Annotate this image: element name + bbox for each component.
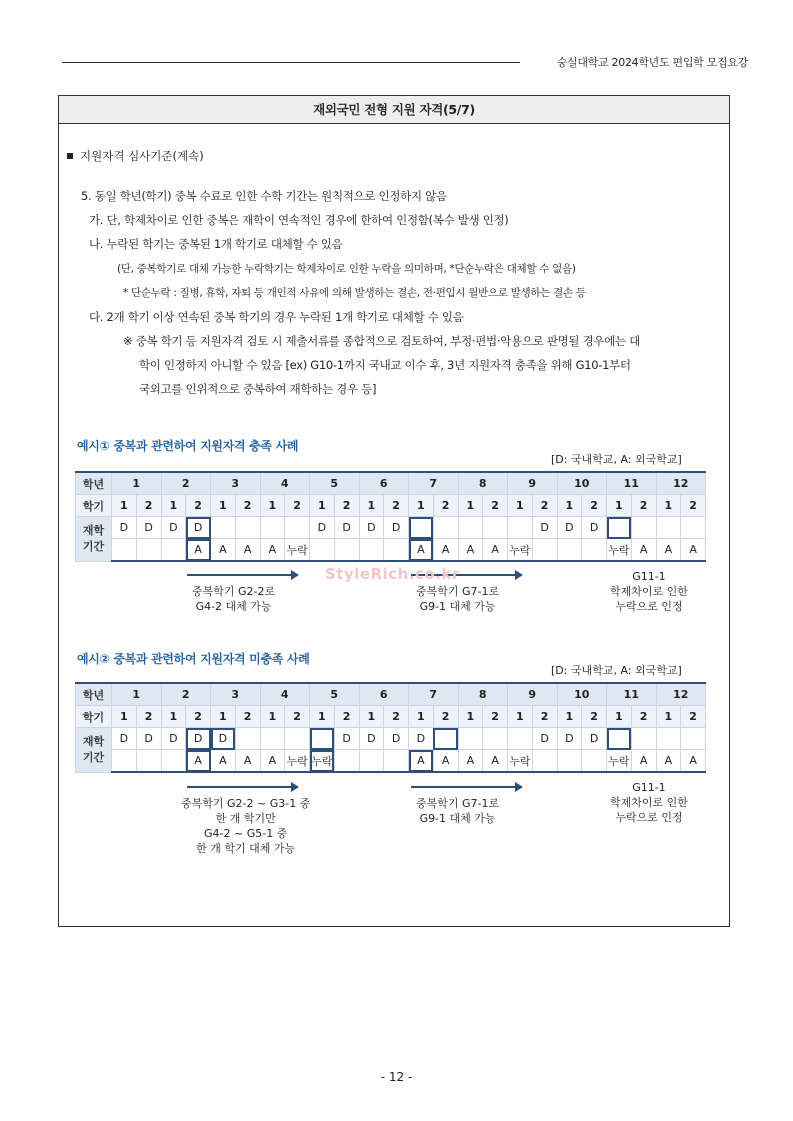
foreign-cell: 누락 (310, 750, 335, 773)
semester-cell: 2 (582, 495, 607, 517)
box-title: 재외국민 전형 지원 자격(5/7) (59, 96, 729, 124)
semester-cell: 1 (260, 706, 285, 728)
semester-cell: 1 (310, 706, 335, 728)
grade-row (76, 472, 706, 495)
foreign-cell: A (631, 750, 656, 773)
domestic-cell: D (136, 728, 161, 750)
foreign-cell: A (681, 539, 706, 562)
foreign-cell: A (235, 539, 260, 562)
grade-cell: 6 (359, 683, 409, 706)
domestic-cell (211, 517, 236, 539)
foreign-cell (384, 750, 409, 773)
period-label-line-2: 기간 (82, 750, 105, 764)
foreign-cell: A (681, 750, 706, 773)
foreign-cell (532, 750, 557, 773)
grade-cell: 9 (508, 472, 558, 495)
semester-row (76, 495, 706, 517)
grade-label: 학년 (76, 472, 112, 495)
semester-cell: 2 (532, 706, 557, 728)
semester-cell: 1 (359, 706, 384, 728)
foreign-cell: A (433, 539, 458, 562)
semester-cell: 2 (186, 495, 211, 517)
example1-title: 예시① 중복과 관련하여 지원자격 충족 사례 (77, 439, 299, 453)
page-number: - 12 - (380, 1070, 413, 1084)
foreign-cell: 누락 (508, 539, 533, 562)
foreign-cell: A (186, 750, 211, 773)
foreign-cell (161, 539, 186, 562)
rule-5-remark-1: ※ 중복 학기 등 지원자격 검토 시 제출서류를 종합적으로 검토하여, 부정·편법·악용으로 판명될 경우에는 대 (123, 334, 640, 348)
grade-cell: 12 (656, 683, 706, 706)
domestic-cell (631, 517, 656, 539)
domestic-cell (285, 517, 310, 539)
domestic-cell: D (557, 728, 582, 750)
semester-label: 학기 (76, 495, 112, 517)
domestic-cell (681, 517, 706, 539)
example2-note-3: G11-1 학제차이로 인한 누락으로 인정 (610, 781, 688, 824)
domestic-cell (458, 517, 483, 539)
semester-cell: 1 (458, 706, 483, 728)
domestic-cell (409, 517, 434, 539)
domestic-cell (285, 728, 310, 750)
example1-note-2: 중복학기 G7-1로 G9-1 대체 가능 (416, 585, 500, 613)
domestic-cell (310, 728, 335, 750)
semester-cell: 1 (656, 706, 681, 728)
domestic-cell (483, 517, 508, 539)
semester-cell: 2 (384, 495, 409, 517)
domestic-cell: D (532, 728, 557, 750)
semester-cell: 2 (334, 495, 359, 517)
foreign-cell (557, 539, 582, 562)
foreign-cell: 누락 (285, 539, 310, 562)
grade-cell: 5 (310, 472, 360, 495)
semester-cell: 1 (656, 495, 681, 517)
example2-arrow-2 (411, 786, 521, 788)
domestic-cell: D (136, 517, 161, 539)
domestic-cell: D (211, 728, 236, 750)
header-rule (62, 62, 520, 63)
semester-cell: 1 (508, 495, 533, 517)
grade-cell: 2 (161, 683, 211, 706)
period-label (76, 517, 112, 562)
foreign-cell: A (211, 750, 236, 773)
grade-cell: 9 (508, 683, 558, 706)
foreign-cell (582, 750, 607, 773)
foreign-cell (557, 750, 582, 773)
foreign-cell (136, 750, 161, 773)
grade-cell: 11 (607, 683, 657, 706)
semester-cell: 2 (681, 495, 706, 517)
rule-5-da: 다. 2개 학기 이상 연속된 중복 학기의 경우 누락된 1개 학기로 대체할 수 있음 (89, 310, 464, 324)
foreign-cell (582, 539, 607, 562)
domestic-cell (681, 728, 706, 750)
domestic-cell (508, 728, 533, 750)
section-heading: 지원자격 심사기준(계속) (67, 148, 204, 164)
semester-cell: 1 (112, 495, 137, 517)
foreign-row (76, 750, 706, 773)
domestic-cell: D (334, 517, 359, 539)
grade-cell: 10 (557, 683, 607, 706)
foreign-cell (112, 750, 137, 773)
domestic-cell: D (334, 728, 359, 750)
semester-row (76, 706, 706, 728)
semester-cell: 1 (161, 495, 186, 517)
foreign-cell: A (458, 750, 483, 773)
foreign-cell (136, 539, 161, 562)
semester-cell: 2 (483, 706, 508, 728)
example2-arrow-1 (187, 786, 297, 788)
content-box (58, 95, 730, 927)
foreign-cell (161, 750, 186, 773)
grade-cell: 3 (211, 683, 261, 706)
domestic-cell: D (582, 728, 607, 750)
example1-legend: [D: 국내학교, A: 외국학교] (551, 453, 682, 466)
domestic-cell: D (384, 728, 409, 750)
domestic-cell (458, 728, 483, 750)
semester-cell: 1 (260, 495, 285, 517)
grade-label: 학년 (76, 683, 112, 706)
semester-cell: 2 (631, 706, 656, 728)
semester-cell: 2 (235, 706, 260, 728)
domestic-row (76, 517, 706, 539)
semester-cell: 1 (409, 495, 434, 517)
grade-row (76, 683, 706, 706)
semester-cell: 2 (582, 706, 607, 728)
grade-cell: 8 (458, 472, 508, 495)
foreign-cell: 누락 (607, 539, 632, 562)
domestic-cell: D (532, 517, 557, 539)
domestic-cell: D (359, 728, 384, 750)
watermark: StyleRich.co.kr (325, 565, 460, 583)
semester-cell: 1 (508, 706, 533, 728)
grade-cell: 4 (260, 683, 310, 706)
semester-cell: 1 (607, 706, 632, 728)
example2-legend: [D: 국내학교, A: 외국학교] (551, 664, 682, 677)
semester-cell: 2 (532, 495, 557, 517)
grade-cell: 8 (458, 683, 508, 706)
foreign-cell: A (260, 539, 285, 562)
domestic-cell: D (310, 517, 335, 539)
foreign-cell: A (409, 539, 434, 562)
semester-label: 학기 (76, 706, 112, 728)
period-label-line-2: 기간 (82, 539, 105, 553)
domestic-cell (260, 517, 285, 539)
semester-cell: 2 (384, 706, 409, 728)
domestic-cell (607, 517, 632, 539)
example2-note-1: 중복학기 G2-2 ~ G3-1 중 한 개 학기만 G4-2 ~ G5-1 중 한 개 학기 대체 가능 (181, 797, 311, 855)
rule-5: 5. 동일 학년(학기) 중복 수료로 인한 수학 기간는 원칙적으로 인정하지 않음 (81, 189, 447, 203)
grade-cell: 4 (260, 472, 310, 495)
grade-cell: 1 (112, 683, 162, 706)
grade-cell: 3 (211, 472, 261, 495)
period-label-line-1: 재학 (82, 734, 105, 748)
foreign-cell: A (409, 750, 434, 773)
domestic-row (76, 728, 706, 750)
foreign-cell: A (483, 539, 508, 562)
semester-cell: 1 (211, 706, 236, 728)
semester-cell: 1 (161, 706, 186, 728)
foreign-cell: A (656, 539, 681, 562)
domestic-cell (235, 517, 260, 539)
foreign-cell: A (458, 539, 483, 562)
foreign-cell: A (235, 750, 260, 773)
semester-cell: 1 (458, 495, 483, 517)
example2-table (75, 682, 706, 773)
semester-cell: 2 (483, 495, 508, 517)
foreign-cell: 누락 (508, 750, 533, 773)
domestic-cell: D (161, 517, 186, 539)
foreign-cell: A (656, 750, 681, 773)
semester-cell: 2 (136, 495, 161, 517)
domestic-cell (483, 728, 508, 750)
foreign-cell (384, 539, 409, 562)
semester-cell: 1 (607, 495, 632, 517)
domestic-cell (607, 728, 632, 750)
semester-cell: 2 (285, 706, 310, 728)
semester-cell: 1 (409, 706, 434, 728)
domestic-cell (260, 728, 285, 750)
domestic-cell: D (112, 728, 137, 750)
rule-5-na: 나. 누락된 학기는 중복된 1개 학기로 대체할 수 있음 (89, 237, 343, 251)
domestic-cell: D (384, 517, 409, 539)
semester-cell: 1 (211, 495, 236, 517)
semester-cell: 2 (136, 706, 161, 728)
foreign-cell (310, 539, 335, 562)
domestic-cell: D (359, 517, 384, 539)
grade-cell: 10 (557, 472, 607, 495)
grade-cell: 2 (161, 472, 211, 495)
period-label (76, 728, 112, 773)
domestic-cell (656, 728, 681, 750)
foreign-cell (359, 539, 384, 562)
semester-cell: 2 (285, 495, 310, 517)
grade-cell: 12 (656, 472, 706, 495)
example1-note-1: 중복학기 G2-2로 G4-2 대체 가능 (192, 585, 276, 613)
example2-note-2: 중복학기 G7-1로 G9-1 대체 가능 (416, 797, 500, 825)
rule-5-na-footnote: * 단순누락 : 질병, 휴학, 자퇴 등 개인적 사유에 의해 발생하는 결손, 전·편입시 월반으로 발생하는 결손 등 (123, 287, 586, 299)
foreign-cell: 누락 (285, 750, 310, 773)
semester-cell: 1 (112, 706, 137, 728)
domestic-cell (631, 728, 656, 750)
foreign-cell: A (433, 750, 458, 773)
domestic-cell: D (186, 728, 211, 750)
grade-cell: 7 (409, 472, 459, 495)
domestic-cell (235, 728, 260, 750)
grade-cell: 5 (310, 683, 360, 706)
domestic-cell (433, 728, 458, 750)
rule-5-na-note: (단, 중복학기로 대체 가능한 누락학기는 학제차이로 인한 누락을 의미하며, *단순누락은 대체할 수 없음) (117, 263, 576, 275)
domestic-cell: D (409, 728, 434, 750)
rule-5-remark-3: 국외고를 인위적으로 중복하여 재학하는 경우 등] (139, 382, 377, 396)
foreign-cell (112, 539, 137, 562)
foreign-cell (359, 750, 384, 773)
domestic-cell (433, 517, 458, 539)
semester-cell: 2 (681, 706, 706, 728)
header-text: 숭실대학교 2024학년도 편입학 모집요강 (556, 56, 748, 69)
foreign-cell (532, 539, 557, 562)
semester-cell: 2 (235, 495, 260, 517)
foreign-row (76, 539, 706, 562)
domestic-cell: D (582, 517, 607, 539)
example2-title: 예시② 중복과 관련하여 지원자격 미충족 사례 (77, 652, 310, 666)
foreign-cell: 누락 (607, 750, 632, 773)
domestic-cell: D (557, 517, 582, 539)
semester-cell: 2 (186, 706, 211, 728)
semester-cell: 1 (310, 495, 335, 517)
foreign-cell: A (186, 539, 211, 562)
rule-5-ga: 가. 단, 학제차이로 인한 중복은 재학이 연속적인 경우에 한하여 인정함(복수 발생 인정) (89, 213, 509, 227)
semester-cell: 2 (433, 706, 458, 728)
foreign-cell: A (631, 539, 656, 562)
foreign-cell: A (211, 539, 236, 562)
square-bullet-icon (67, 153, 73, 159)
grade-cell: 1 (112, 472, 162, 495)
foreign-cell (334, 539, 359, 562)
example1-table (75, 471, 706, 562)
domestic-cell: D (186, 517, 211, 539)
semester-cell: 1 (557, 495, 582, 517)
grade-cell: 7 (409, 683, 459, 706)
example1-note-3: G11-1 학제차이로 인한 누락으로 인정 (610, 570, 688, 613)
domestic-cell (656, 517, 681, 539)
period-label-line-1: 재학 (82, 523, 105, 537)
grade-cell: 11 (607, 472, 657, 495)
example1-arrow-1 (187, 574, 297, 576)
foreign-cell (334, 750, 359, 773)
grade-cell: 6 (359, 472, 409, 495)
semester-cell: 2 (334, 706, 359, 728)
foreign-cell: A (483, 750, 508, 773)
semester-cell: 2 (631, 495, 656, 517)
semester-cell: 2 (433, 495, 458, 517)
domestic-cell (508, 517, 533, 539)
foreign-cell: A (260, 750, 285, 773)
domestic-cell: D (112, 517, 137, 539)
semester-cell: 1 (359, 495, 384, 517)
domestic-cell: D (161, 728, 186, 750)
rule-5-remark-2: 학이 인정하지 아니할 수 있음 [ex) G10-1까지 국내교 이수 후, 3년 지원자격 충족을 위해 G10-1부터 (139, 358, 631, 372)
semester-cell: 1 (557, 706, 582, 728)
